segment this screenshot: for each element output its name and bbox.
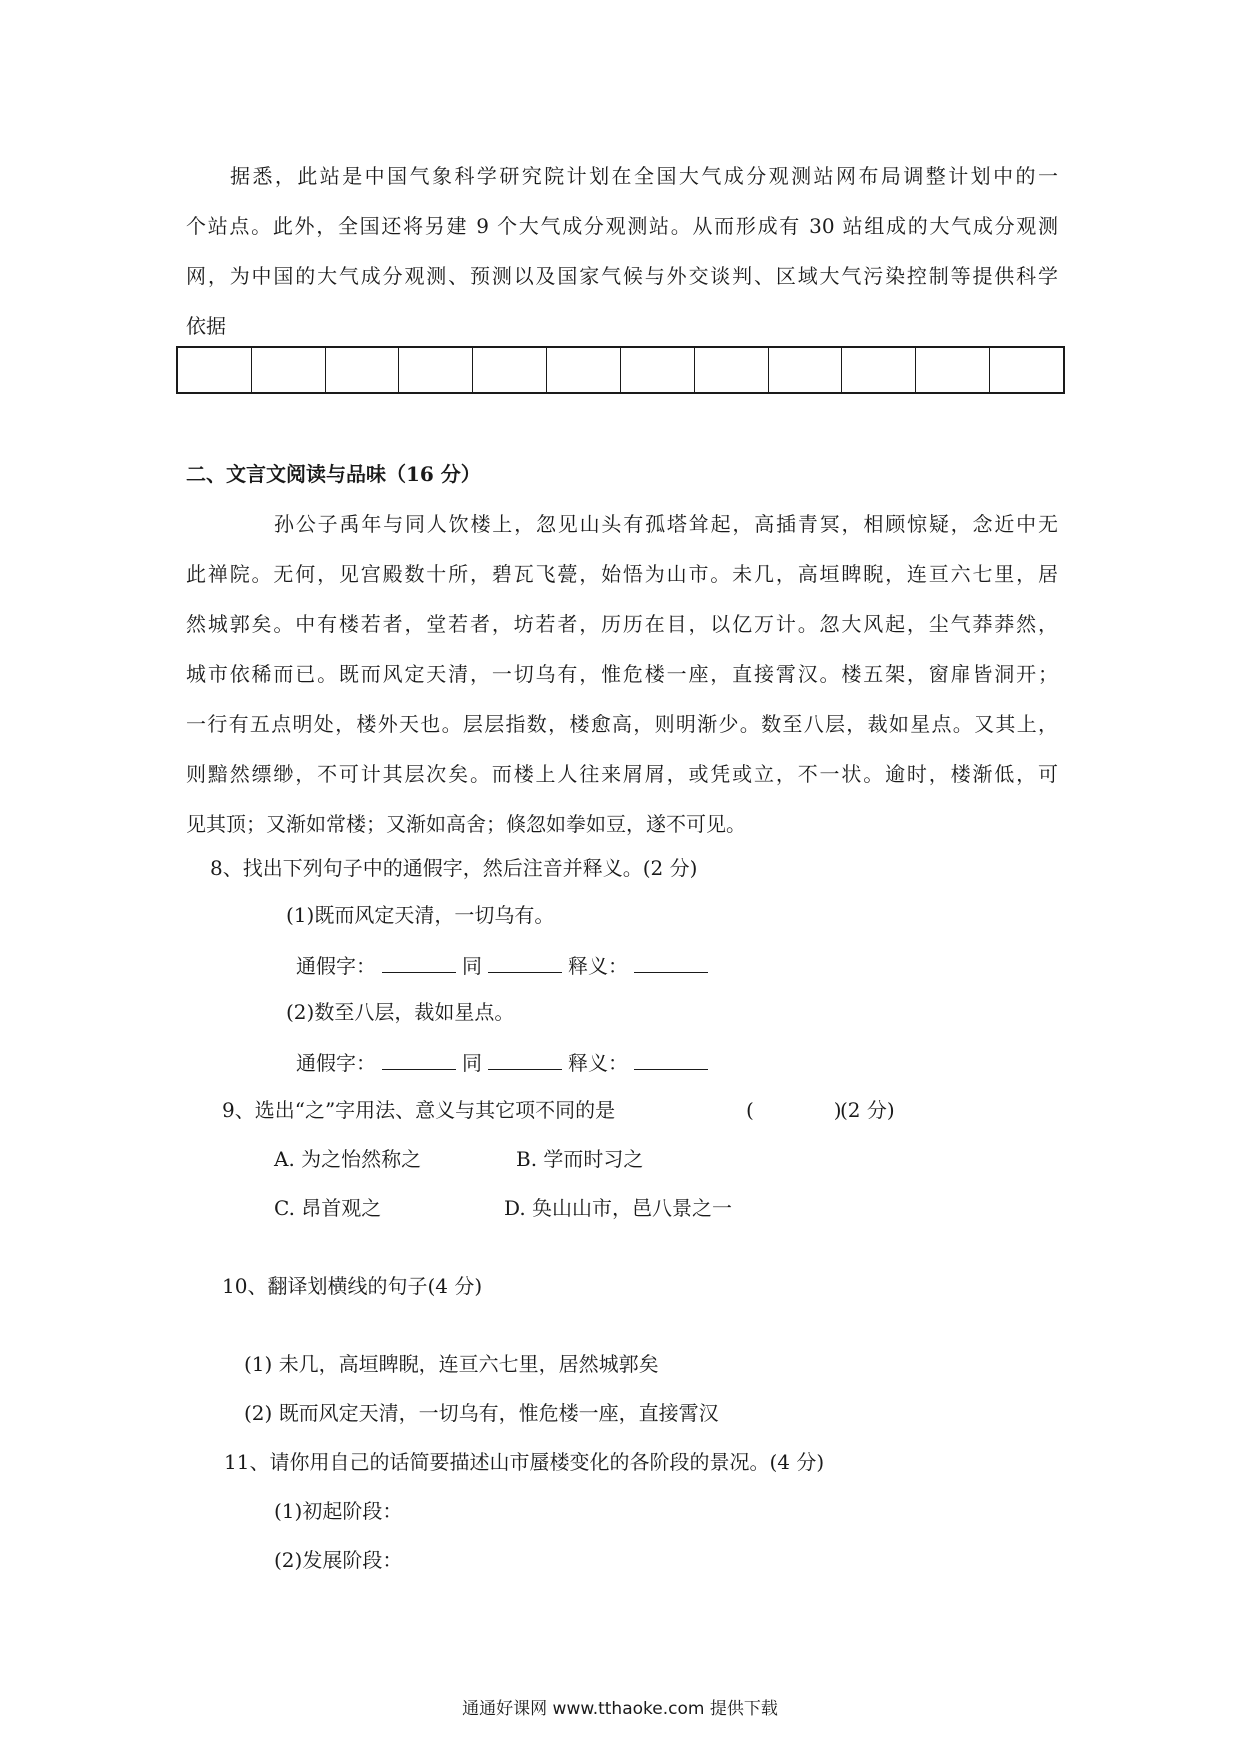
question-11-stage-2: (2)发展阶段： (274, 1548, 403, 1572)
passage-line: 据悉，此站是中国气象科学研究院计划在全国大气成分观测站网布局调整计划中的一 (230, 164, 1058, 188)
question-8-sentence-2: (2)数至八层，裁如星点。 (286, 1000, 515, 1024)
question-8-stem: 8、找出下列句子中的通假字，然后注音并释义。(2 分) (210, 856, 698, 880)
shiyi-label: 释义： (568, 954, 628, 978)
tongjia-blank[interactable] (382, 952, 456, 973)
classical-passage (186, 512, 1058, 862)
passage-line: 网，为中国的大气成分观测、预测以及国家气候与外交谈判、区域大气污染控制等提供科学 (186, 264, 1058, 288)
passage-line: 则黯然缥缈，不可计其层次矣。而楼上人往来屑屑，或凭或立，不一状。逾时，楼渐低，可 (186, 762, 1058, 786)
answer-cell[interactable] (547, 348, 621, 392)
shiyi-blank[interactable] (634, 952, 708, 973)
question-10-sentence-2: (2) 既而风定天清，一切乌有，惟危楼一座，直接霄汉 (244, 1401, 719, 1425)
tong-blank[interactable] (488, 952, 562, 973)
passage-line: 然城郭矣。中有楼若者，堂若者，坊若者，历历在目，以亿万计。忽大风起，尘气莽莽然， (186, 612, 1058, 636)
question-9-score: (2 分) (840, 1098, 895, 1122)
tongjia-blank[interactable] (382, 1049, 456, 1070)
answer-paren[interactable]: ( ) (746, 1098, 842, 1122)
passage-line: 此禅院。无何，见宫殿数十所，碧瓦飞甍，始悟为山市。未几，高垣睥睨，连亘六七里，居 (186, 562, 1058, 586)
question-11-stage-1: (1)初起阶段： (274, 1499, 403, 1523)
question-8-answer-row-1 (296, 952, 714, 978)
question-10-stem: 10、翻译划横线的句子(4 分) (222, 1274, 483, 1298)
answer-cell[interactable] (990, 348, 1063, 392)
passage-line: 个站点。此外，全国还将另建 9 个大气成分观测站。从而形成有 30 站组成的大气成分观测 (186, 214, 1058, 238)
answer-cell[interactable] (399, 348, 473, 392)
tongjia-label: 通假字： (296, 1051, 376, 1075)
passage-1 (186, 164, 1058, 364)
answer-grid (176, 346, 1065, 394)
answer-cell[interactable] (769, 348, 843, 392)
answer-cell[interactable] (695, 348, 769, 392)
option-c[interactable]: C. 昂首观之 (274, 1196, 382, 1220)
tong-label: 同 (462, 1051, 482, 1075)
section-title: 二、文言文阅读与品味（16 分） (186, 462, 481, 486)
answer-cell[interactable] (473, 348, 547, 392)
passage-line: 见其顶；又渐如常楼；又渐如高舍；倏忽如拳如豆，遂不可见。 (186, 812, 746, 836)
shiyi-blank[interactable] (634, 1049, 708, 1070)
option-d[interactable]: D. 奂山山市，邑八景之一 (504, 1196, 733, 1220)
passage-line: 孙公子禹年与同人饮楼上，忽见山头有孤塔耸起，高插青冥，相顾惊疑，念近中无 (274, 512, 1058, 536)
question-8-answer-row-2 (296, 1049, 714, 1075)
shiyi-label: 释义： (568, 1051, 628, 1075)
answer-cell[interactable] (178, 348, 252, 392)
tong-blank[interactable] (488, 1049, 562, 1070)
question-9-stem: 9、选出“之”字用法、意义与其它项不同的是 (222, 1098, 616, 1122)
passage-line: 城市依稀而已。既而风定天清，一切乌有，惟危楼一座，直接霄汉。楼五架，窗扉皆洞开； (186, 662, 1058, 686)
answer-cell[interactable] (326, 348, 400, 392)
passage-line: 一行有五点明处，楼外天也。层层指数，楼愈高，则明渐少。数至八层，裁如星点。又其上， (186, 712, 1058, 736)
question-8-sentence-1: (1)既而风定天清，一切乌有。 (286, 903, 555, 927)
tongjia-label: 通假字： (296, 954, 376, 978)
question-11-stem: 11、请你用自己的话简要描述山市蜃楼变化的各阶段的景况。(4 分) (224, 1450, 825, 1474)
tong-label: 同 (462, 954, 482, 978)
answer-cell[interactable] (916, 348, 990, 392)
option-a[interactable]: A. 为之怡然称之 (274, 1147, 422, 1171)
option-b[interactable]: B. 学而时习之 (516, 1147, 644, 1171)
passage-line: 依据 (186, 314, 226, 338)
answer-cell[interactable] (252, 348, 326, 392)
answer-cell[interactable] (842, 348, 916, 392)
question-10-sentence-1: (1) 未几，高垣睥睨，连亘六七里，居然城郭矣 (244, 1352, 659, 1376)
footer-credit: 通通好课网 www.tthaoke.com 提供下载 (462, 1699, 778, 1719)
answer-cell[interactable] (621, 348, 695, 392)
